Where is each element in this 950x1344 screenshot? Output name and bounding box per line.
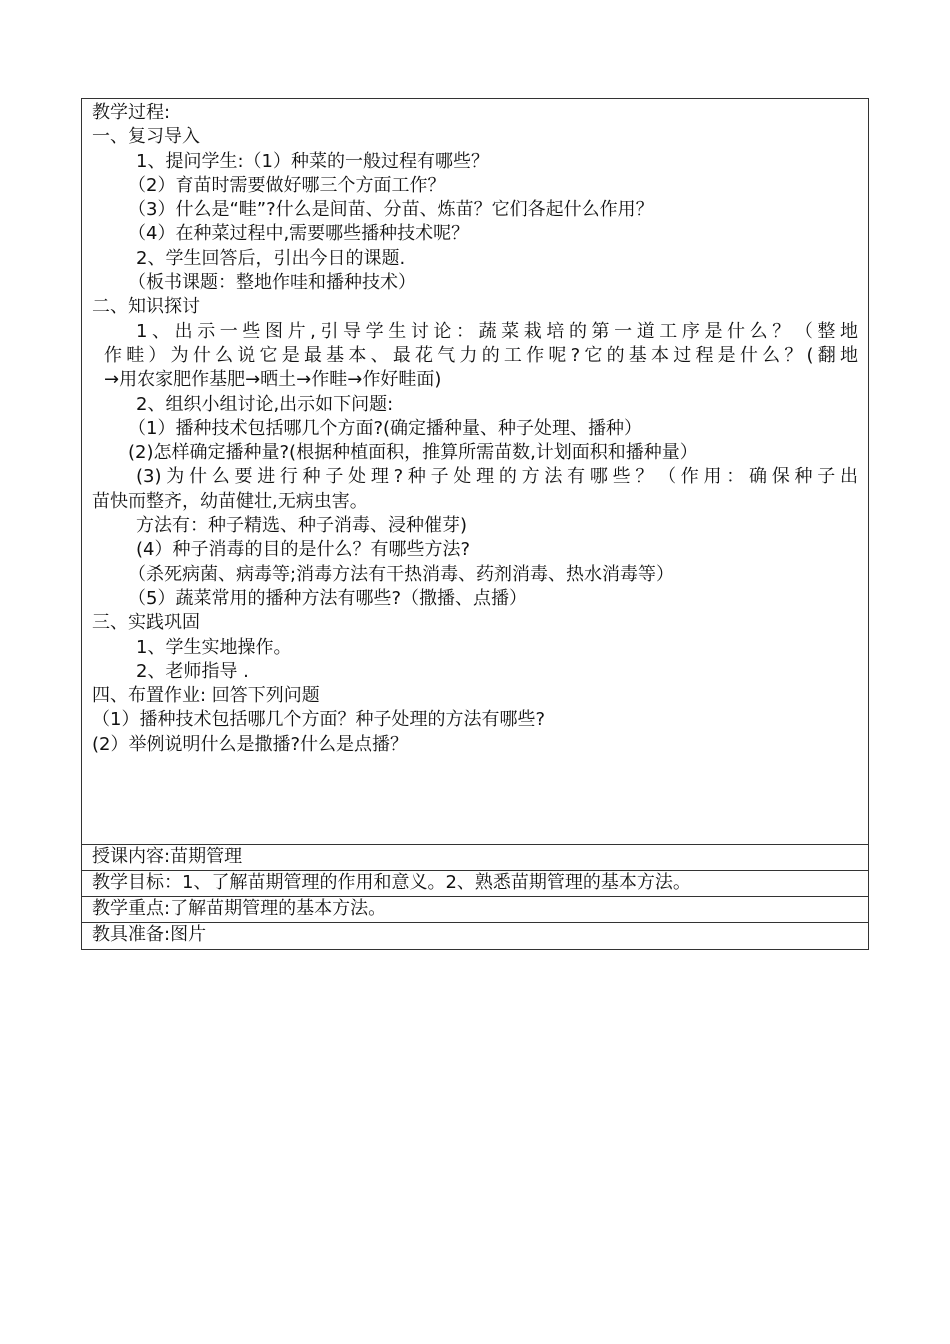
section-heading-homework: 四、布置作业: 回答下列问题 — [92, 685, 320, 707]
process-line: 方法有：种子精选、种子消毒、浸种催芽) — [136, 515, 468, 537]
process-line: (2）举例说明什么是撒播?什么是点播？ — [92, 733, 409, 755]
process-line: 1、学生实地操作。 — [136, 636, 292, 658]
lesson-content-row: 授课内容:苗期管理 — [82, 845, 868, 871]
process-line: （1）播种技术包括哪几个方面?(确定播种量、种子处理、播种） — [128, 417, 643, 439]
process-line: 2、老师指导 . — [136, 660, 249, 682]
process-line: (3)为什么要进行种子处理?种子处理的方法有哪些？（作用：确保种子出 — [136, 466, 858, 488]
teaching-aids-row: 教具准备:图片 — [92, 924, 207, 945]
lesson-plan-table — [81, 98, 869, 950]
process-line: →用农家肥作基肥→晒土→作畦→作好畦面) — [104, 369, 442, 391]
process-line: 1、出示一些图片,引导学生讨论：蔬菜栽培的第一道工序是什么？（整地 — [136, 320, 858, 342]
section-heading-review: 一、复习导入 — [92, 126, 200, 148]
section-heading-discussion: 二、知识探讨 — [92, 296, 200, 318]
teaching-objectives-row: 教学目标：1、了解苗期管理的作用和意义。2、熟悉苗期管理的基本方法。 — [82, 871, 868, 897]
process-line: （4）在种菜过程中,需要哪些播种技术呢？ — [128, 223, 470, 245]
process-line: 作畦）为什么说它是最基本、最花气力的工作呢?它的基本过程是什么？(翻地 — [104, 344, 858, 366]
process-line: （3）什么是“畦”?什么是间苗、分苗、炼苗？它们各起什么作用？ — [128, 199, 654, 221]
process-line: （杀死病菌、病毒等;消毒方法有干热消毒、药剂消毒、热水消毒等） — [128, 563, 675, 585]
process-line: 1、提问学生:（1）种菜的一般过程有哪些？ — [136, 150, 489, 172]
process-line: （5）蔬菜常用的播种方法有哪些?（撒播、点播） — [128, 587, 528, 609]
section-heading-practice: 三、实践巩固 — [92, 612, 200, 634]
process-line: （1）播种技术包括哪几个方面？种子处理的方法有哪些? — [92, 709, 546, 731]
process-line: (2)怎样确定播种量?(根据种植面积，推算所需苗数,计划面积和播种量） — [128, 442, 698, 464]
process-line: 2、组织小组讨论,出示如下问题: — [136, 393, 394, 415]
teaching-process-cell — [82, 99, 868, 845]
process-title: 教学过程: — [92, 102, 171, 123]
process-line: (4）种子消毒的目的是什么？有哪些方法? — [136, 539, 471, 561]
process-line: （板书课题：整地作哇和播种技术） — [128, 272, 416, 294]
process-line: （2）育苗时需要做好哪三个方面工作？ — [128, 174, 446, 196]
process-line: 苗快而整齐，幼苗健壮,无病虫害。 — [92, 490, 368, 512]
process-line: 2、学生回答后，引出今日的课题. — [136, 247, 406, 269]
teaching-key-points-row: 教学重点:了解苗期管理的基本方法。 — [82, 897, 868, 923]
